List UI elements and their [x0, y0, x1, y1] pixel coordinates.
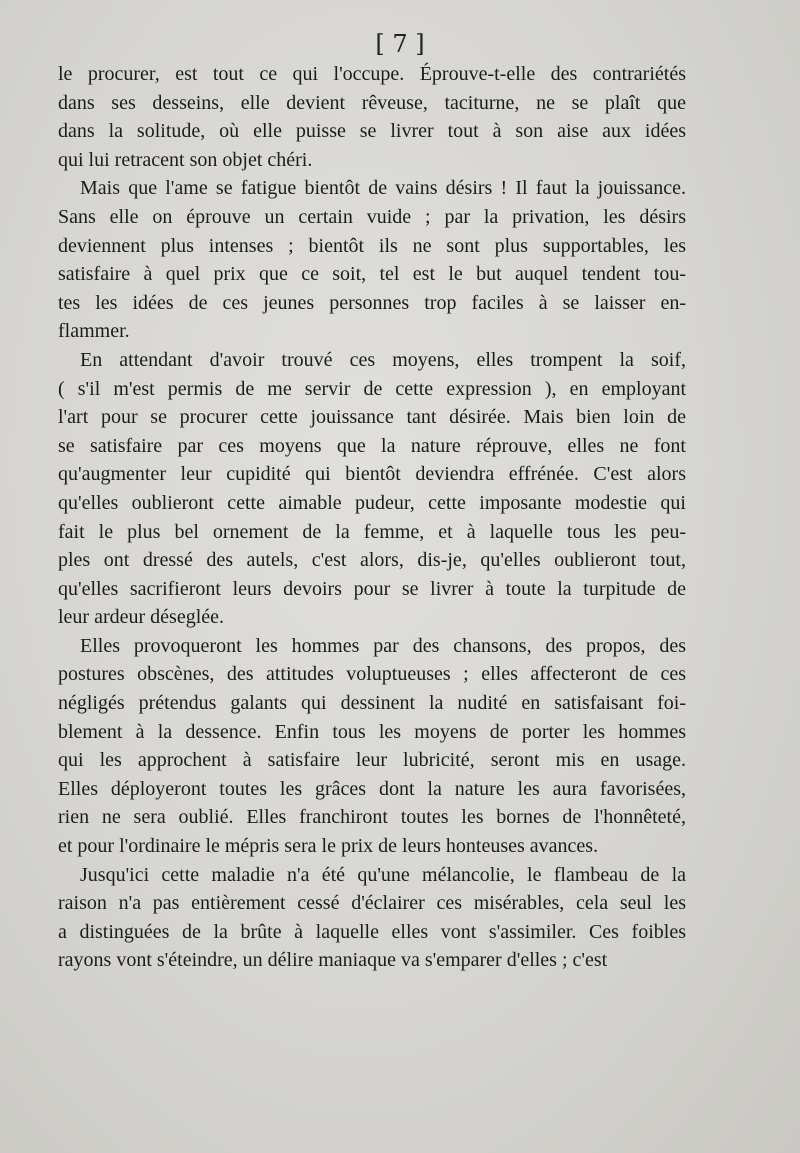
text-line: le procurer, est tout ce qui l'occupe. Éprouve-t-elle des contrariétés [58, 63, 686, 85]
text-line: blement à la dessence. Enfin tous les moyens de porter les hommes [58, 720, 686, 743]
paragraph [58, 346, 686, 632]
text-line: Elles déployeront toutes les grâces dont la nature les aura favorisées, [58, 777, 686, 800]
paragraph [58, 632, 686, 861]
text-line: tes les idées de ces jeunes personnes trop faciles à se laisser en- [58, 291, 686, 314]
text-line: deviennent plus intenses ; bientôt ils ne sont plus supportables, les [58, 234, 686, 257]
text-line: qu'elles sacrifieront leurs devoirs pour se livrer à toute la turpitude de [58, 577, 686, 600]
text-line: raison n'a pas entièrement cessé d'éclairer ces misérables, cela seul les [58, 892, 686, 915]
text-line: En attendant d'avoir trouvé ces moyens, elles trompent la soif, [80, 348, 686, 371]
text-line: qui les approchent à satisfaire leur lubricité, seront mis en usage. [58, 749, 686, 772]
text-line: ( s'il m'est permis de me servir de cette expression ), en employant [58, 377, 686, 400]
text-line: qu'augmenter leur cupidité qui bientôt deviendra effrénée. C'est alors [58, 463, 686, 486]
text-line: rien ne sera oublié. Elles franchiront toutes les bornes de l'honnêteté, [58, 806, 686, 829]
text-line: postures obscènes, des attitudes voluptueuses ; elles affecteront de ces [58, 663, 686, 686]
text-line: et pour l'ordinaire le mépris sera le prix de leurs honteuses avances. [58, 835, 599, 858]
paragraph [58, 861, 686, 975]
text-line: rayons vont s'éteindre, un délire maniaque va s'emparer d'elles ; c'est [58, 949, 608, 972]
text-line: l'art pour se procurer cette jouissance tant désirée. Mais bien loin de [58, 406, 686, 429]
text-line: ples ont dressé des autels, c'est alors, dis-je, qu'elles oublieront tout, [58, 549, 686, 572]
text-line: flammer. [58, 320, 130, 343]
text-line: Mais que l'ame se fatigue bientôt de vains désirs ! Il faut la jouissance. [80, 177, 686, 200]
body-text [58, 60, 686, 975]
text-line: se satisfaire par ces moyens que la nature réprouve, elles ne font [58, 434, 686, 457]
text-line: Sans elle on éprouve un certain vuide ; par la privation, les désirs [58, 205, 686, 228]
text-line: satisfaire à quel prix que ce soit, tel est le but auquel tendent tou- [58, 263, 686, 286]
text-line: Jusqu'ici cette maladie n'a été qu'une mélancolie, le flambeau de la [80, 863, 686, 886]
paragraph [58, 174, 686, 346]
text-line: dans ses desseins, elle devient rêveuse, taciturne, ne se plaît que [58, 91, 686, 114]
text-line: Elles provoqueront les hommes par des chansons, des propos, des [80, 634, 686, 657]
text-line: fait le plus bel ornement de la femme, et à laquelle tous les peu- [58, 520, 686, 543]
text-line: qu'elles oublieront cette aimable pudeur, cette imposante modestie qui [58, 491, 686, 514]
text-line: leur ardeur déseglée. [58, 606, 225, 629]
text-line: négligés prétendus galants qui dessinent la nudité en satisfaisant foi- [58, 692, 686, 715]
paragraph [58, 60, 686, 174]
text-line: a distinguées de la brûte à laquelle elles vont s'assimiler. Ces foibles [58, 920, 686, 943]
text-line: qui lui retracent son objet chéri. [58, 148, 313, 171]
page-number: [ 7 ] [375, 30, 425, 58]
text-line: dans la solitude, où elle puisse se livrer tout à son aise aux idées [58, 120, 686, 143]
